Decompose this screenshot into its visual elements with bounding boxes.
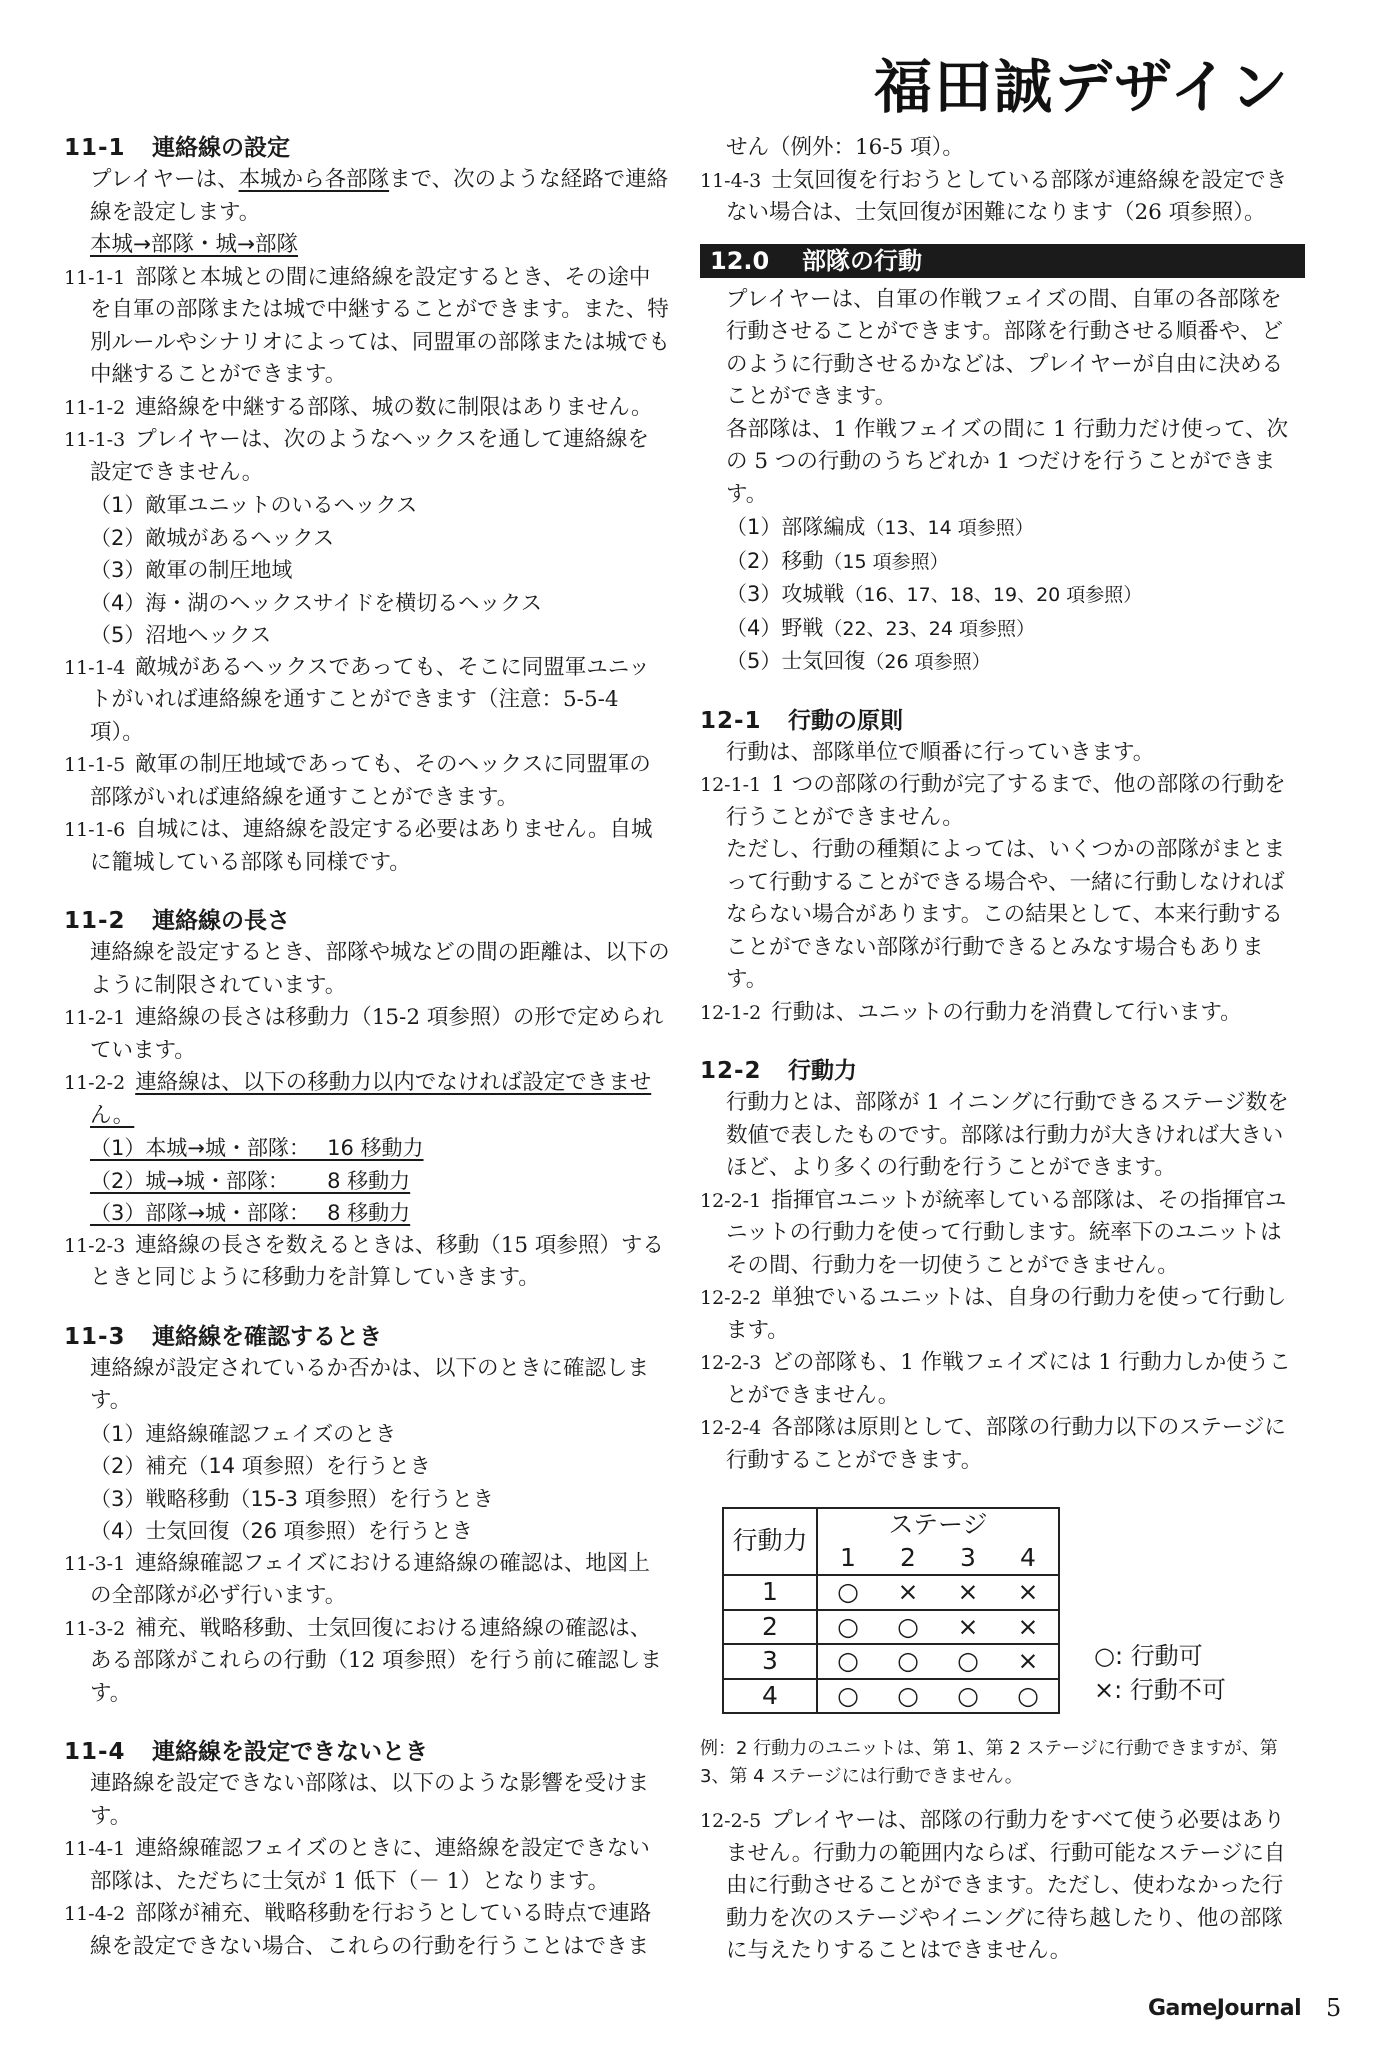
rule-code: 11-2-2 xyxy=(64,1072,126,1094)
list-item: （3）戦略移動（15-3 項参照）を行うとき xyxy=(90,1486,494,1511)
table-cell: ○ xyxy=(878,1644,938,1679)
table-cell: × xyxy=(998,1575,1059,1610)
rule-code: 11-1-4 xyxy=(64,656,126,679)
rule-item xyxy=(700,165,1300,230)
rule-item xyxy=(64,424,670,489)
rule-item xyxy=(64,749,670,814)
rule-code: 11-1-3 xyxy=(64,429,126,451)
list-ref: （26 項参照） xyxy=(865,651,991,673)
rule-item xyxy=(700,1282,1300,1347)
stage-number: 2 xyxy=(878,1542,938,1576)
paragraph: 連絡線が設定されているか否かは、以下のときに確認します。 xyxy=(90,1355,650,1413)
rule-item xyxy=(64,1898,670,1963)
stage-table xyxy=(722,1507,1060,1714)
table-cell: ○ xyxy=(878,1679,938,1714)
paragraph xyxy=(64,164,670,229)
section-number: 12-1 xyxy=(700,707,762,734)
table-cell: ○ xyxy=(817,1610,878,1645)
rule-item xyxy=(64,652,670,750)
list-label: （2）移動 xyxy=(726,548,824,573)
paragraph: 連路線を設定できない部隊は、以下のような影響を受けます。 xyxy=(90,1771,650,1829)
paragraph: ただし、行動の種類によっては、いくつかの部隊がまとまって行動することができる場合や、一緒に行動しなければならない場合があります。この結果として、本来行動することができない部隊が行動できるとみなす場合もあります。 xyxy=(726,837,1286,992)
section-heading-12-1 xyxy=(700,705,1300,737)
paragraph: プレイヤーは、自軍の作戦フェイズの間、自軍の各部隊を行動させることができます。部隊を行動させる順番や、どのように行動させるかなどは、プレイヤーが自由に決めることができます。 xyxy=(726,286,1284,409)
section-number: 11-3 xyxy=(64,1323,126,1350)
table-caption: 例：2 行動力のユニットは、第 1、第 2 ステージに行動できますが、第 3、第 4 ステージには行動できません。 xyxy=(700,1738,1278,1787)
table-cell: × xyxy=(998,1610,1059,1645)
magazine-logo: GameJournal xyxy=(1148,1996,1302,2021)
rule-code: 12-2-5 xyxy=(700,1810,762,1832)
table-cell: × xyxy=(878,1575,938,1610)
paragraph: 行動力とは、部隊が 1 イニングに行動できるステージ数を数値で表したものです。部隊は行動力が大きければ大きいほど、より多くの行動を行うことができます。 xyxy=(726,1090,1289,1180)
rule-code: 11-4-3 xyxy=(700,169,762,192)
rule-text: 連絡線確認フェイズのときに、連絡線を設定できない部隊は、ただちに士気が 1 低下（－ 1）となります。 xyxy=(90,1836,650,1894)
rule-text: 補充、戦略移動、士気回復における連絡線の確認は、ある部隊がこれらの行動（12 項参照）を行う前に確認します。 xyxy=(90,1615,662,1706)
table-cell: ○ xyxy=(998,1679,1059,1714)
rule-item xyxy=(64,1548,670,1613)
section-heading-11-4 xyxy=(64,1736,670,1768)
section-heading-12-2 xyxy=(700,1055,1300,1087)
section-title: 連絡線を確認するとき xyxy=(152,1323,382,1350)
rule-item xyxy=(700,1805,1300,1968)
section-title: 連絡線を設定できないとき xyxy=(152,1739,428,1765)
list-item: （2）補充（14 項参照）を行うとき xyxy=(90,1454,431,1478)
rule-text: 各部隊は原則として、部隊の行動力以下のステージに行動することができます。 xyxy=(726,1415,1286,1473)
table-cell: ○ xyxy=(817,1644,878,1679)
stage-number: 4 xyxy=(998,1542,1059,1576)
list-item xyxy=(700,578,1300,612)
legend-ng: ×: 行動不可 xyxy=(1094,1676,1226,1704)
list-ref: （15 項参照） xyxy=(823,550,949,573)
section-number: 11-1 xyxy=(64,135,126,161)
rule-item xyxy=(64,814,670,879)
table-legend xyxy=(1094,1639,1226,1707)
continued-text: せん（例外：16-5 項）。 xyxy=(726,135,964,160)
rule-code: 11-4-1 xyxy=(64,1838,126,1860)
rule-code: 11-1-2 xyxy=(64,396,126,419)
rule-text: プレイヤーは、次のようなヘックスを通して連絡線を設定できません。 xyxy=(90,427,650,485)
list-item: （4）士気回復（26 項参照）を行うとき xyxy=(90,1519,473,1543)
section-title: 行動の原則 xyxy=(788,707,903,734)
rule-code: 11-1-1 xyxy=(64,266,126,289)
list-item: （3）部隊→城・部隊： 8 移動力 xyxy=(90,1201,411,1225)
table-cell: ○ xyxy=(938,1679,998,1714)
rule-code: 12-1-2 xyxy=(700,1001,762,1024)
rule-text: 部隊が補充、戦略移動を行おうとしている時点で連路線を設定できない場合、これらの行動を行うことはできま xyxy=(90,1901,652,1959)
rule-code: 12-2-3 xyxy=(700,1352,762,1374)
list-item: （3）敵軍の制圧地域 xyxy=(90,558,293,582)
section-heading-11-1 xyxy=(64,132,670,164)
list-item: （1）本城→城・部隊： 16 移動力 xyxy=(90,1136,424,1160)
rule-item xyxy=(64,1002,670,1067)
rule-text: 部隊と本城との間に連絡線を設定するとき、その途中を自軍の部隊または城で中継することができます。また、特別ルールやシナリオによっては、同盟軍の部隊または城でも中継することができます。 xyxy=(90,264,670,387)
list-item xyxy=(700,612,1300,646)
section-band-12-0 xyxy=(700,244,1305,278)
rule-text: 連絡線は、以下の移動力以内でなければ設定できません。 xyxy=(90,1070,652,1128)
left-column xyxy=(64,132,670,1963)
table-cell: ○ xyxy=(817,1679,878,1714)
rule-code: 11-2-1 xyxy=(64,1007,126,1029)
rule-item xyxy=(700,1412,1300,1477)
list-item: （1）連絡線確認フェイズのとき xyxy=(90,1421,397,1446)
rule-text: 士気回復を行おうとしている部隊が連絡線を設定できない場合は、士気回復が困難になります（26 項参照）。 xyxy=(726,167,1288,225)
section-heading-11-3 xyxy=(64,1321,670,1353)
rule-text: 自城には、連絡線を設定する必要はありません。自城に籠城している部隊も同様です。 xyxy=(90,817,653,875)
legend-ok: ○: 行動可 xyxy=(1094,1642,1203,1670)
rule-text: 行動は、ユニットの行動力を消費して行います。 xyxy=(771,999,1242,1025)
text: プレイヤーは、 xyxy=(90,167,239,192)
rule-item xyxy=(64,1067,670,1132)
rule-text: 連絡線の長さを数えるときは、移動（15 項参照）するときと同じように移動力を計算していきます。 xyxy=(90,1232,664,1290)
action-points-cell: 1 xyxy=(723,1575,817,1610)
rule-code: 12-2-2 xyxy=(700,1287,762,1309)
rule-code: 11-3-1 xyxy=(64,1552,126,1575)
section-title: 連絡線の設定 xyxy=(152,135,290,161)
list-label: （4）野戦 xyxy=(726,615,824,640)
paragraph: 行動は、部隊単位で順番に行っていきます。 xyxy=(726,739,1155,765)
paragraph: 各部隊は、1 作戦フェイズの間に 1 行動力だけ使って、次の 5 つの行動のうちどれか 1 つだけを行うことができます。 xyxy=(726,416,1289,507)
list-label: （3）攻城戦 xyxy=(726,582,845,606)
list-label: （1）部隊編成 xyxy=(726,515,866,539)
route-line: 本城→部隊・城→部隊 xyxy=(90,232,299,257)
section-heading-11-2 xyxy=(64,905,670,937)
list-label: （5）士気回復 xyxy=(726,649,866,673)
underlined-text: 本城から各部隊 xyxy=(238,167,390,192)
rule-code: 11-1-5 xyxy=(64,754,126,776)
action-points-cell: 3 xyxy=(723,1644,817,1679)
section-number: 12.0 xyxy=(710,246,770,275)
rule-item xyxy=(700,1347,1300,1412)
section-number: 11-2 xyxy=(64,908,126,934)
section-title: 部隊の行動 xyxy=(802,246,922,275)
column-header-cell: ステージ xyxy=(817,1508,1059,1542)
list-ref: （16、17、18、19、20 項参照） xyxy=(844,584,1143,606)
list-ref: （22、23、24 項参照） xyxy=(823,617,1035,640)
rule-item xyxy=(64,1613,670,1711)
rule-text: プレイヤーは、部隊の行動力をすべて使う必要はありません。行動力の範囲内ならば、行動可能なステージに自由に行動させることができます。ただし、使わなかった行動力を次のステージやイニングに待ち越したり、他の部隊に与えたりすることはできません。 xyxy=(726,1808,1286,1963)
list-item: （1）敵軍ユニットのいるヘックス xyxy=(90,493,418,517)
table-cell: × xyxy=(938,1575,998,1610)
section-number: 12-2 xyxy=(700,1058,762,1084)
rule-item xyxy=(700,769,1300,834)
rule-code: 12-1-1 xyxy=(700,774,762,796)
list-item: （4）海・湖のヘックスサイドを横切るヘックス xyxy=(90,590,543,615)
section-title: 連絡線の長さ xyxy=(152,908,290,934)
rule-code: 12-2-4 xyxy=(700,1417,762,1439)
section-number: 11-4 xyxy=(64,1739,126,1765)
rule-text: 連絡線確認フェイズにおける連絡線の確認は、地図上の全部隊が必ず行います。 xyxy=(90,1550,650,1608)
right-column xyxy=(700,132,1300,1968)
row-header-cell: 行動力 xyxy=(723,1508,817,1575)
rule-text: 敵軍の制圧地域であっても、そのヘックスに同盟軍の部隊がいれば連絡線を通すことができます。 xyxy=(90,752,651,810)
stage-number: 1 xyxy=(817,1542,878,1576)
action-points-cell: 2 xyxy=(723,1610,817,1645)
page-title: 福田誠デザイン xyxy=(874,53,1290,121)
page-number: 5 xyxy=(1326,1994,1342,2022)
rule-code: 11-3-2 xyxy=(64,1617,126,1640)
rule-text: 連絡線を中継する部隊、城の数に制限はありません。 xyxy=(135,394,653,420)
rule-item xyxy=(700,997,1300,1030)
table-cell: ○ xyxy=(817,1575,878,1610)
list-item xyxy=(700,645,1300,679)
text: まで、次のような経路で連絡線を設定します。 xyxy=(90,167,669,225)
rule-item xyxy=(64,1230,670,1295)
action-points-cell: 4 xyxy=(723,1679,817,1714)
stage-number: 3 xyxy=(938,1542,998,1576)
list-item: （2）城→城・部隊： 8 移動力 xyxy=(90,1168,411,1193)
list-item xyxy=(700,545,1300,579)
rule-code: 11-2-3 xyxy=(64,1234,126,1257)
rule-item xyxy=(64,392,670,425)
list-item: （5）沼地ヘックス xyxy=(90,623,272,647)
list-item: （2）敵城があるヘックス xyxy=(90,525,335,550)
rule-text: 1 つの部隊の行動が完了するまで、他の部隊の行動を行うことができません。 xyxy=(726,772,1286,830)
rule-code: 12-2-1 xyxy=(700,1189,762,1212)
rule-item xyxy=(64,262,670,392)
rule-code: 11-1-6 xyxy=(64,819,126,841)
rule-item xyxy=(64,1833,670,1898)
rule-code: 11-4-2 xyxy=(64,1903,126,1925)
rule-item xyxy=(700,1185,1300,1283)
table-cell: ○ xyxy=(938,1644,998,1679)
rule-text: 敵城があるヘックスであっても、そこに同盟軍ユニットがいれば連絡線を通すことができます（注意：5-5-4 項）。 xyxy=(90,654,650,745)
rule-text: 単独でいるユニットは、自身の行動力を使って行動します。 xyxy=(726,1285,1287,1343)
table-cell: ○ xyxy=(878,1610,938,1645)
rule-text: 指揮官ユニットが統率している部隊は、その指揮官ユニットの行動力を使って行動します。統率下のユニットはその間、行動力を一切使うことができません。 xyxy=(726,1187,1287,1278)
stage-table-figure xyxy=(722,1507,1300,1729)
rule-text: 連絡線の長さは移動力（15-2 項参照）の形で定められています。 xyxy=(90,1005,664,1063)
list-item xyxy=(700,511,1300,545)
table-cell: × xyxy=(938,1610,998,1645)
table-cell: × xyxy=(998,1644,1059,1679)
rule-text: どの部隊も、1 作戦フェイズには 1 行動力しか使うことができません。 xyxy=(726,1350,1291,1408)
section-title: 行動力 xyxy=(788,1058,857,1084)
paragraph: 連絡線を設定するとき、部隊や城などの間の距離は、以下のように制限されています。 xyxy=(90,940,670,998)
list-ref: （13、14 項参照） xyxy=(865,517,1034,539)
